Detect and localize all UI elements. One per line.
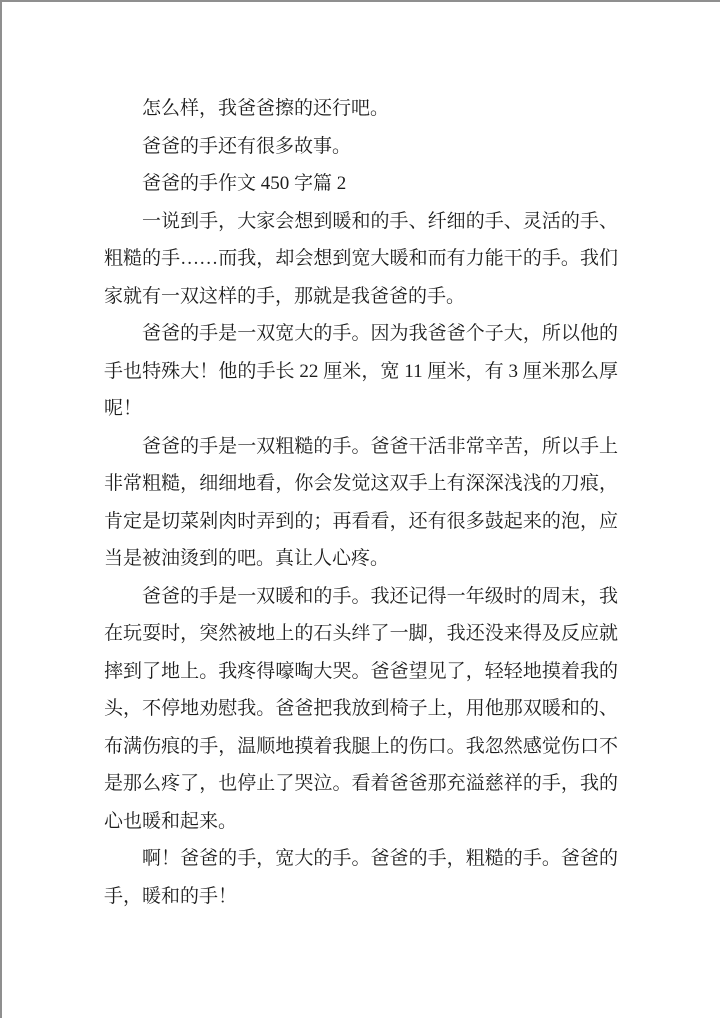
paragraph: 爸爸的手是一双宽大的手。因为我爸爸个子大，所以他的手也特殊大！他的手长 22 厘米，宽 11 厘米，有 3 厘米那么厚呢！	[104, 323, 618, 419]
paragraph: 爸爸的手是一双暖和的手。我还记得一年级时的周末，我在玩耍时，突然被地上的石头绊了一脚，我还没来得及反应就摔到了地上。我疼得嚎啕大哭。爸爸望见了，轻轻地摸着我的头，不停地劝慰我。爸爸把我放到椅子上，用他那双暖和的、布满伤痕的手，温顺地摸着我腿上的伤口。我忽然感觉伤口不是那么疼了，也停止了哭泣。看着爸爸那充溢慈祥的手，我的心也暖和起来。	[104, 585, 618, 832]
paragraph: 怎么样，我爸爸擦的还行吧。	[142, 98, 390, 119]
paragraph: 爸爸的手还有很多故事。	[142, 135, 352, 157]
paragraph: 一说到手，大家会想到暖和的手、纤细的手、灵活的手、粗糙的手……而我，却会想到宽大暖和而有力能干的手。我们家就有一双这样的手，那就是我爸爸的手。	[104, 210, 618, 307]
paragraph: 啊！爸爸的手，宽大的手。爸爸的手，粗糙的手。爸爸的手，暖和的手！	[104, 848, 618, 907]
paragraph: 爸爸的手是一双粗糙的手。爸爸干活非常辛苦，所以手上非常粗糙，细细地看，你会发觉这双手上有深深浅浅的刀痕，肯定是切菜剁肉时弄到的；再看看，还有很多鼓起来的泡，应当是被油烫到的吧。真让人心疼。	[104, 435, 618, 569]
paragraph-section-heading: 爸爸的手作文 450 字篇 2	[142, 173, 347, 194]
essay-text	[104, 90, 618, 915]
